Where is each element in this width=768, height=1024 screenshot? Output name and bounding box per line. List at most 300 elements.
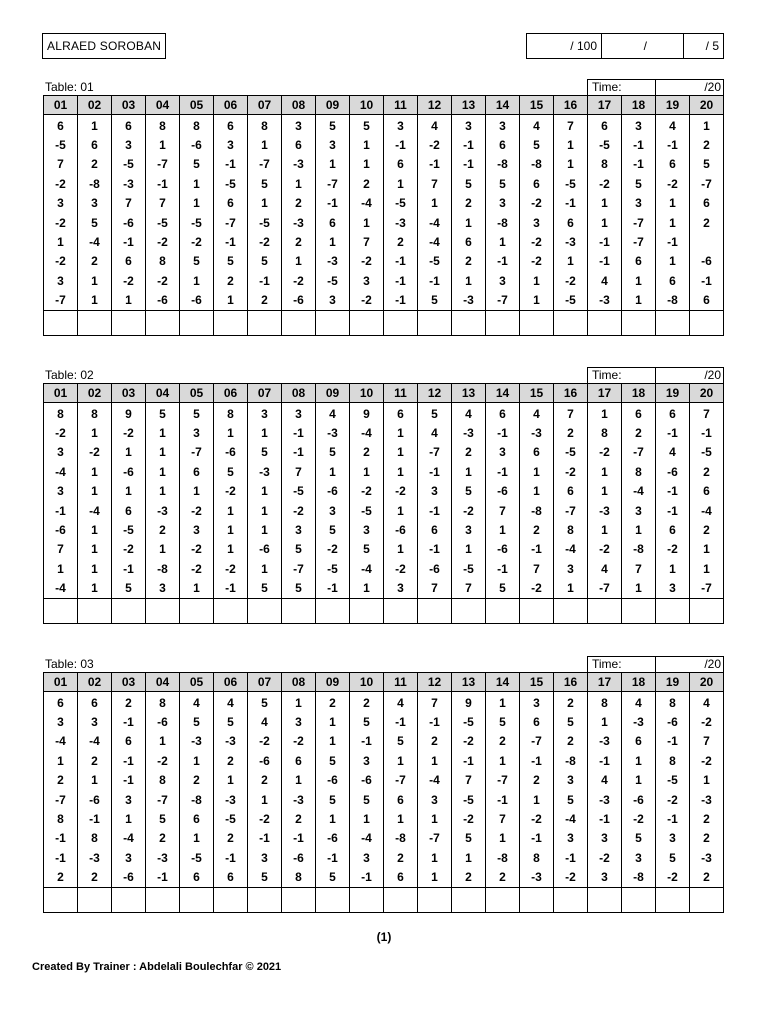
number-cell: -1 [656,482,690,501]
number-cell: -4 [554,809,588,828]
table-row [44,579,724,599]
answer-cell[interactable] [452,887,486,912]
number-cell: -5 [214,809,248,828]
table-row [44,771,724,790]
number-cell: -5 [112,155,146,174]
number-cell: -2 [656,174,690,193]
number-cell: -3 [282,155,316,174]
number-cell: -1 [112,232,146,251]
number-cell: -1 [214,155,248,174]
number-cell: -2 [520,232,554,251]
number-cell: 7 [44,540,78,559]
answer-row [44,598,724,623]
answer-cell[interactable] [350,598,384,623]
number-cell: -4 [44,462,78,481]
number-cell: 3 [282,520,316,539]
number-cell: -1 [112,771,146,790]
column-header: 15 [520,673,554,692]
number-cell: 1 [146,732,180,751]
number-cell: 1 [452,540,486,559]
number-cell: -5 [452,790,486,809]
number-cell: -3 [282,790,316,809]
number-cell: -6 [180,135,214,154]
number-cell: -5 [44,135,78,154]
number-cell: 1 [146,135,180,154]
number-cell: -7 [146,155,180,174]
number-cell: 3 [180,423,214,442]
number-cell: -2 [588,540,622,559]
number-cell: -8 [486,155,520,174]
score-rating-field[interactable]: / 5 [705,39,719,53]
number-cell: -7 [384,771,418,790]
column-header: 15 [520,96,554,115]
answer-cell[interactable] [656,887,690,912]
answer-cell[interactable] [214,598,248,623]
number-cell: -4 [350,194,384,213]
number-cell: 1 [350,462,384,481]
number-cell: 1 [622,751,656,770]
answer-cell[interactable] [554,310,588,335]
number-cell: -6 [622,790,656,809]
number-cell: -5 [112,520,146,539]
number-cell: 7 [452,579,486,599]
number-cell: 3 [282,115,316,136]
column-header: 20 [690,673,724,692]
number-cell: -1 [554,194,588,213]
number-cell: 6 [214,868,248,888]
answer-cell[interactable] [452,310,486,335]
answer-cell[interactable] [180,310,214,335]
answer-cell[interactable] [282,598,316,623]
number-cell: 7 [418,579,452,599]
number-cell: -2 [656,790,690,809]
number-cell: -2 [248,809,282,828]
answer-cell[interactable] [282,887,316,912]
column-header: 05 [180,96,214,115]
answer-cell[interactable] [622,310,656,335]
number-cell: -5 [316,559,350,578]
number-cell: 2 [690,809,724,828]
number-cell: 2 [520,520,554,539]
number-cell: -2 [146,232,180,251]
answer-cell[interactable] [622,598,656,623]
number-cell: 2 [486,868,520,888]
number-cell: 9 [350,403,384,424]
number-cell: 5 [248,174,282,193]
number-cell: -2 [180,501,214,520]
column-header: 12 [418,384,452,403]
column-header: 03 [112,673,146,692]
number-cell: -1 [520,751,554,770]
table-row [44,443,724,462]
answer-cell[interactable] [486,598,520,623]
table-row [44,540,724,559]
number-cell: -4 [44,732,78,751]
number-cell: -6 [112,868,146,888]
number-cell: 5 [384,732,418,751]
number-cell: 3 [282,403,316,424]
answer-cell[interactable] [78,887,112,912]
number-cell: -3 [214,790,248,809]
number-cell: -1 [384,291,418,311]
answer-cell[interactable] [520,887,554,912]
number-cell: -1 [384,271,418,290]
number-cell: 1 [248,790,282,809]
column-header-row [44,673,724,692]
number-cell: 2 [452,868,486,888]
number-cell: -1 [418,712,452,731]
number-cell: 1 [384,462,418,481]
number-cell: -1 [418,540,452,559]
answer-cell[interactable] [384,310,418,335]
number-cell: 5 [622,174,656,193]
column-header: 06 [214,384,248,403]
number-cell: 1 [316,712,350,731]
number-cell: 3 [44,194,78,213]
number-cell: -2 [282,271,316,290]
column-header: 09 [316,673,350,692]
column-header: 10 [350,384,384,403]
number-cell: 1 [588,403,622,424]
answer-cell[interactable] [316,310,350,335]
number-cell: 6 [112,501,146,520]
number-cell: -2 [44,423,78,442]
table-row [44,501,724,520]
number-cell: 7 [418,692,452,713]
number-cell: 4 [418,423,452,442]
answer-cell[interactable] [350,310,384,335]
number-cell: 5 [452,829,486,848]
number-cell: -6 [180,291,214,311]
column-header: 15 [520,384,554,403]
column-header: 01 [44,673,78,692]
column-header: 06 [214,96,248,115]
answer-cell[interactable] [214,310,248,335]
number-cell: -3 [588,501,622,520]
number-cell: 1 [78,462,112,481]
number-cell: 6 [622,732,656,751]
column-header: 11 [384,96,418,115]
number-cell: 1 [44,751,78,770]
number-cell: 7 [554,403,588,424]
number-cell: 2 [452,194,486,213]
table-row [44,174,724,193]
answer-cell[interactable] [588,310,622,335]
number-cell: -2 [554,868,588,888]
number-cell: 3 [486,271,520,290]
answer-cell[interactable] [520,598,554,623]
number-cell: 5 [350,540,384,559]
answer-cell[interactable] [486,310,520,335]
number-cell: 2 [180,771,214,790]
number-cell: -3 [214,732,248,751]
answer-cell[interactable] [146,310,180,335]
number-cell: -1 [248,271,282,290]
number-cell: -4 [350,423,384,442]
number-cell: 5 [78,213,112,232]
number-cell: 2 [554,732,588,751]
number-cell: -1 [44,848,78,867]
number-cell: 1 [554,155,588,174]
answer-cell[interactable] [316,598,350,623]
number-cell: -1 [384,712,418,731]
answer-cell[interactable] [588,598,622,623]
column-header: 09 [316,384,350,403]
number-cell: 3 [656,829,690,848]
number-cell: 5 [146,809,180,828]
score-total-field[interactable]: / 100 [527,34,602,58]
answer-cell[interactable] [316,887,350,912]
score-date-field[interactable]: / [602,34,684,58]
number-cell: 1 [554,135,588,154]
column-header: 11 [384,384,418,403]
number-cell: 3 [520,692,554,713]
answer-cell[interactable] [554,598,588,623]
number-cell: 1 [588,482,622,501]
answer-cell[interactable] [384,887,418,912]
number-cell: 5 [316,868,350,888]
number-cell: 5 [316,115,350,136]
number-cell: 4 [384,692,418,713]
number-cell: -6 [316,829,350,848]
number-cell: 6 [78,135,112,154]
number-cell: 5 [350,712,384,731]
answer-cell[interactable] [248,310,282,335]
number-cell: 1 [214,771,248,790]
number-cell: 6 [44,115,78,136]
answer-cell[interactable] [486,887,520,912]
number-cell: 2 [554,692,588,713]
number-cell: 3 [316,135,350,154]
number-cell: 1 [520,462,554,481]
number-cell: 5 [214,462,248,481]
number-cell: 1 [248,135,282,154]
answer-cell[interactable] [418,887,452,912]
number-cell: 2 [350,443,384,462]
answer-cell[interactable] [44,310,78,335]
problem-grid [43,95,724,336]
number-cell: 3 [112,790,146,809]
answer-cell[interactable] [214,887,248,912]
column-header: 03 [112,384,146,403]
number-cell: 2 [214,751,248,770]
number-cell: -2 [588,848,622,867]
number-cell: -3 [146,848,180,867]
number-cell: 1 [520,271,554,290]
number-cell: 3 [350,271,384,290]
number-cell: -6 [486,540,520,559]
number-cell: 2 [350,174,384,193]
number-cell: 3 [112,848,146,867]
time-field[interactable]: /20 [704,80,721,94]
number-cell: 5 [622,829,656,848]
number-cell: 1 [418,848,452,867]
number-cell: -3 [520,423,554,442]
number-cell: -4 [418,771,452,790]
answer-cell[interactable] [282,310,316,335]
number-cell: 3 [486,194,520,213]
answer-cell[interactable] [690,887,724,912]
number-cell: 5 [350,790,384,809]
number-cell: 2 [690,213,724,232]
time-field[interactable]: /20 [704,368,721,382]
number-cell: 3 [44,271,78,290]
number-cell: -6 [384,520,418,539]
number-cell: -7 [690,174,724,193]
answer-cell[interactable] [520,310,554,335]
number-cell: 1 [622,520,656,539]
number-cell: -8 [622,868,656,888]
brand-box: ALRAED SOROBAN [42,33,166,59]
number-cell: -4 [418,232,452,251]
table-row [44,291,724,311]
number-cell: 1 [350,579,384,599]
number-cell: 1 [78,271,112,290]
answer-cell[interactable] [622,887,656,912]
answer-cell[interactable] [418,598,452,623]
number-cell: -7 [554,501,588,520]
number-cell: -1 [112,712,146,731]
number-cell: -2 [520,579,554,599]
number-cell: 2 [112,692,146,713]
number-cell: 3 [622,115,656,136]
number-cell: 5 [248,252,282,271]
column-header: 02 [78,673,112,692]
number-cell: 1 [180,194,214,213]
number-cell: 7 [112,194,146,213]
number-cell: 3 [656,579,690,599]
number-cell: 7 [690,732,724,751]
number-cell: 1 [316,809,350,828]
answer-cell[interactable] [44,598,78,623]
number-cell: -1 [44,829,78,848]
number-cell: 4 [520,403,554,424]
number-cell: -5 [384,194,418,213]
number-cell: -2 [656,868,690,888]
number-cell: 7 [282,462,316,481]
number-cell: 6 [316,213,350,232]
number-cell: -5 [690,443,724,462]
number-cell: 1 [214,291,248,311]
number-cell: 1 [282,692,316,713]
answer-cell[interactable] [180,887,214,912]
answer-cell[interactable] [690,310,724,335]
answer-cell[interactable] [112,310,146,335]
number-cell: -1 [486,559,520,578]
number-cell: 1 [384,809,418,828]
number-cell: -7 [520,732,554,751]
answer-cell[interactable] [112,887,146,912]
answer-cell[interactable] [112,598,146,623]
number-cell: -7 [282,559,316,578]
number-cell: -2 [350,482,384,501]
number-cell: 5 [486,579,520,599]
number-cell: -8 [486,848,520,867]
number-cell: 6 [656,403,690,424]
number-cell: 5 [282,540,316,559]
number-cell: 1 [248,482,282,501]
answer-cell[interactable] [180,598,214,623]
number-cell: 3 [316,501,350,520]
number-cell: 3 [486,115,520,136]
answer-cell[interactable] [418,310,452,335]
number-cell: -5 [418,252,452,271]
number-cell: -2 [214,482,248,501]
answer-cell[interactable] [146,598,180,623]
answer-cell[interactable] [350,887,384,912]
column-header: 01 [44,384,78,403]
answer-cell[interactable] [588,887,622,912]
answer-cell[interactable] [78,598,112,623]
answer-cell[interactable] [248,598,282,623]
number-cell: -2 [384,559,418,578]
answer-cell[interactable] [452,598,486,623]
number-cell: 3 [554,771,588,790]
answer-cell[interactable] [78,310,112,335]
number-cell: -2 [520,194,554,213]
answer-cell[interactable] [656,310,690,335]
number-cell: -5 [588,135,622,154]
number-cell: 6 [180,868,214,888]
answer-cell[interactable] [384,598,418,623]
number-cell: 1 [248,520,282,539]
number-cell: -1 [418,501,452,520]
answer-cell[interactable] [656,598,690,623]
number-cell: -1 [418,271,452,290]
number-cell: -2 [452,501,486,520]
number-cell: 6 [656,155,690,174]
answer-cell[interactable] [690,598,724,623]
number-cell: -2 [180,559,214,578]
number-cell: 1 [282,252,316,271]
number-cell: 1 [248,423,282,442]
answer-cell[interactable] [44,887,78,912]
number-cell: 5 [112,579,146,599]
number-cell: -8 [384,829,418,848]
number-cell: 8 [656,751,690,770]
number-cell: 8 [588,423,622,442]
answer-cell[interactable] [554,887,588,912]
number-cell: 2 [690,829,724,848]
number-cell: -3 [282,213,316,232]
number-cell: 1 [418,868,452,888]
number-cell: 5 [350,115,384,136]
number-cell: 2 [690,135,724,154]
answer-cell[interactable] [248,887,282,912]
answer-cell[interactable] [146,887,180,912]
number-cell: 6 [180,809,214,828]
number-cell: -2 [690,712,724,731]
number-cell: 3 [78,194,112,213]
number-cell: -5 [554,174,588,193]
number-cell: 8 [146,771,180,790]
time-field[interactable]: /20 [704,657,721,671]
number-cell: 1 [690,771,724,790]
table-row [44,809,724,828]
number-cell: 5 [248,579,282,599]
number-cell: 5 [180,712,214,731]
number-cell: -1 [112,751,146,770]
number-cell: 3 [44,443,78,462]
number-cell: 1 [78,115,112,136]
number-cell: -5 [656,771,690,790]
number-cell: -1 [112,559,146,578]
number-cell: 8 [78,829,112,848]
number-cell: 2 [554,423,588,442]
number-cell: 1 [78,423,112,442]
number-cell: 2 [78,868,112,888]
number-cell: -1 [248,829,282,848]
